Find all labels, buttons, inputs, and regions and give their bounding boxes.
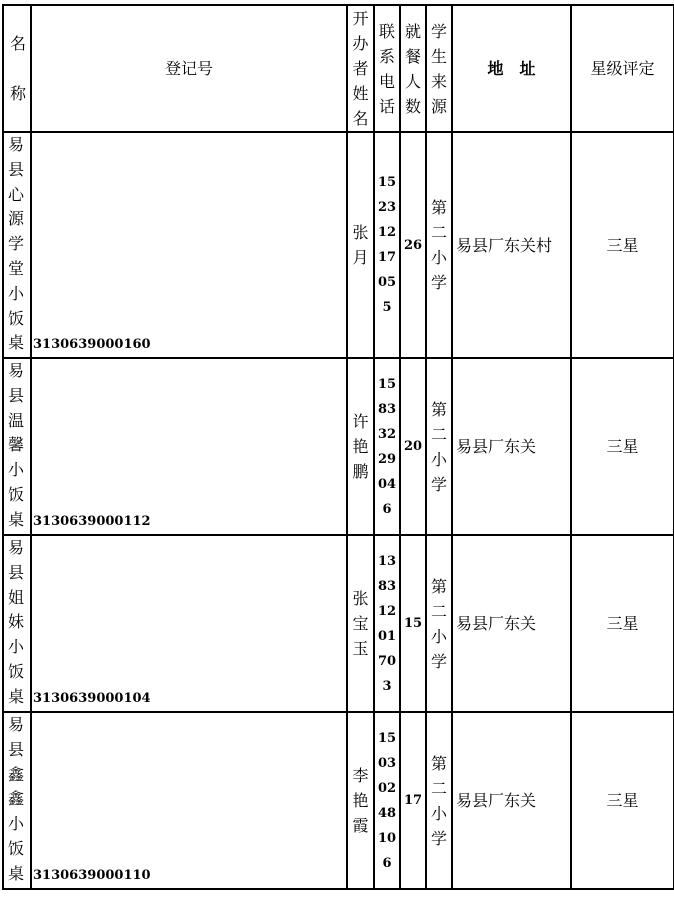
shop-name-char: 小: [8, 460, 25, 480]
student-source: [426, 712, 452, 889]
table-row: [3, 358, 674, 535]
header-reg-no: 登记号: [31, 5, 347, 132]
student-source-char: 小: [430, 626, 447, 646]
shop-name-char: 馨: [8, 435, 25, 455]
shop-name-char: 县: [8, 739, 25, 759]
phone-number: [374, 132, 400, 358]
phone-number-char: 5: [382, 300, 392, 315]
shop-name-char: 桌: [8, 686, 25, 706]
diner-count: 26: [400, 132, 426, 358]
student-source-char: 学: [430, 828, 447, 848]
phone-number-char: 83: [377, 401, 397, 417]
shop-name-char: 温: [8, 410, 25, 430]
operator-name-char: 许: [352, 412, 369, 431]
student-source-char: 学: [430, 474, 447, 494]
table-row: [3, 535, 674, 712]
phone-number-char: 10: [377, 830, 397, 846]
table-row: [3, 132, 674, 358]
shop-name-char: 小: [8, 283, 25, 303]
operator-name-char: 李: [352, 766, 369, 785]
header-char: 数: [404, 96, 421, 116]
student-source-char: 第: [430, 576, 447, 596]
phone-number-char: 6: [382, 501, 392, 517]
shop-name-char: 县: [8, 385, 25, 405]
star-rating: 三星: [571, 132, 674, 358]
header-char: 者: [352, 59, 369, 78]
phone-number-char: 04: [377, 476, 397, 492]
operator-name: [347, 712, 374, 889]
header-rating: 星级评定: [571, 5, 674, 132]
header-char: 人: [404, 71, 421, 91]
table-row: [3, 712, 674, 889]
shop-name-char: 易: [8, 715, 25, 734]
shop-name-char: 妹: [8, 612, 25, 632]
header-char: 系: [378, 46, 395, 66]
operator-name-char: 张: [352, 223, 369, 242]
shop-name-char: 桌: [8, 863, 25, 883]
phone-number: [374, 712, 400, 889]
shop-name-char: 学: [8, 234, 25, 254]
reg-number: 3130639000112: [31, 358, 347, 535]
phone-number: [374, 358, 400, 535]
diner-count: 20: [400, 358, 426, 535]
shop-name-char: 桌: [8, 509, 25, 529]
student-source-char: 二: [430, 601, 447, 621]
reg-number: 3130639000104: [31, 535, 347, 712]
header-diners: [400, 5, 426, 132]
shop-name-char: 鑫: [8, 789, 25, 809]
header-char: 电: [378, 71, 395, 91]
address: 易县厂东关村: [452, 132, 571, 358]
header-char: 话: [378, 96, 395, 116]
header-char: 来: [430, 71, 447, 91]
header-char: 开: [352, 9, 369, 28]
shop-name-char: 易: [8, 361, 25, 380]
header-char: 餐: [404, 46, 421, 66]
operator-name-char: 张: [352, 589, 369, 608]
student-source-char: 二: [430, 424, 447, 444]
student-source-char: 小: [430, 449, 447, 469]
header-char: 办: [352, 34, 369, 53]
student-source-char: 学: [430, 651, 447, 671]
star-rating: 三星: [571, 535, 674, 712]
header-char: 联: [378, 21, 395, 41]
address: 易县厂东关: [452, 712, 571, 889]
phone-number-char: 83: [377, 578, 397, 594]
header-source: [426, 5, 452, 132]
student-source-char: 学: [430, 273, 447, 292]
phone-number-char: 6: [382, 855, 392, 871]
phone-number-char: 13: [377, 553, 397, 569]
header-row: [3, 5, 674, 132]
phone-number-char: 12: [377, 225, 397, 240]
shop-name: [3, 132, 31, 358]
registry-table: [2, 4, 674, 890]
operator-name-char: 宝: [352, 614, 369, 633]
shop-name-char: 姐: [8, 587, 25, 607]
shop-name: [3, 712, 31, 889]
student-source-char: 二: [430, 223, 447, 242]
operator-name: [347, 535, 374, 712]
header-char: 学: [430, 21, 447, 41]
operator-name-char: 艳: [352, 437, 369, 456]
student-source: [426, 358, 452, 535]
header-char: 姓: [352, 84, 369, 103]
phone-number-char: 15: [377, 376, 397, 392]
shop-name-char: 小: [8, 814, 25, 834]
header-char: 就: [404, 21, 421, 41]
shop-name-char: 饭: [8, 308, 25, 328]
header-char: 生: [430, 46, 447, 66]
shop-name-char: 桌: [8, 333, 25, 353]
shop-name-char: 源: [8, 209, 25, 229]
phone-number-char: 15: [377, 730, 397, 746]
shop-name-char: 饭: [8, 661, 25, 681]
shop-name-char: 饭: [8, 484, 25, 504]
operator-name-char: 月: [352, 248, 369, 267]
phone-number-char: 70: [377, 653, 397, 669]
phone-number-char: 32: [377, 426, 397, 442]
student-source-char: 第: [430, 399, 447, 419]
operator-name: [347, 132, 374, 358]
phone-number-char: 3: [382, 678, 392, 694]
reg-number: 3130639000110: [31, 712, 347, 889]
phone-number-char: 15: [377, 175, 397, 190]
address: 易县厂东关: [452, 535, 571, 712]
header-name-char: 称: [10, 83, 27, 103]
student-source-char: 第: [430, 198, 447, 217]
phone-number-char: 02: [377, 780, 397, 796]
shop-name-char: 县: [8, 159, 25, 179]
phone-number-char: 48: [377, 805, 397, 821]
reg-number: 3130639000160: [31, 132, 347, 358]
header-phone: [374, 5, 400, 132]
star-rating: 三星: [571, 712, 674, 889]
shop-name-char: 易: [8, 135, 25, 154]
phone-number-char: 23: [377, 200, 397, 215]
address: 易县厂东关: [452, 358, 571, 535]
shop-name: [3, 358, 31, 535]
header-name-char: 名: [10, 33, 27, 53]
shop-name-char: 县: [8, 562, 25, 582]
operator-name-char: 霞: [352, 816, 369, 835]
shop-name-char: 小: [8, 637, 25, 657]
header-name: [3, 5, 31, 132]
diner-count: 15: [400, 535, 426, 712]
operator-name-char: 艳: [352, 791, 369, 810]
phone-number-char: 01: [377, 628, 397, 644]
shop-name-char: 易: [8, 538, 25, 557]
header-operator: [347, 5, 374, 132]
phone-number-char: 29: [377, 451, 397, 467]
student-source-char: 二: [430, 778, 447, 798]
phone-number-char: 05: [377, 275, 397, 290]
phone-number-char: 03: [377, 755, 397, 771]
header-char: 源: [430, 96, 447, 116]
operator-name-char: 鹏: [352, 462, 369, 481]
student-source: [426, 535, 452, 712]
shop-name-char: 堂: [8, 258, 25, 278]
header-char: 名: [352, 109, 369, 128]
shop-name-char: 鑫: [8, 764, 25, 784]
operator-name-char: 玉: [352, 639, 369, 658]
shop-name-char: 心: [8, 184, 25, 204]
student-source: [426, 132, 452, 358]
phone-number: [374, 535, 400, 712]
star-rating: 三星: [571, 358, 674, 535]
phone-number-char: 12: [377, 603, 397, 619]
student-source-char: 第: [430, 753, 447, 773]
phone-number-char: 17: [377, 250, 397, 265]
shop-name-char: 饭: [8, 838, 25, 858]
student-source-char: 小: [430, 803, 447, 823]
shop-name: [3, 535, 31, 712]
diner-count: 17: [400, 712, 426, 889]
header-address: 地 址: [452, 5, 571, 132]
operator-name: [347, 358, 374, 535]
student-source-char: 小: [430, 248, 447, 267]
